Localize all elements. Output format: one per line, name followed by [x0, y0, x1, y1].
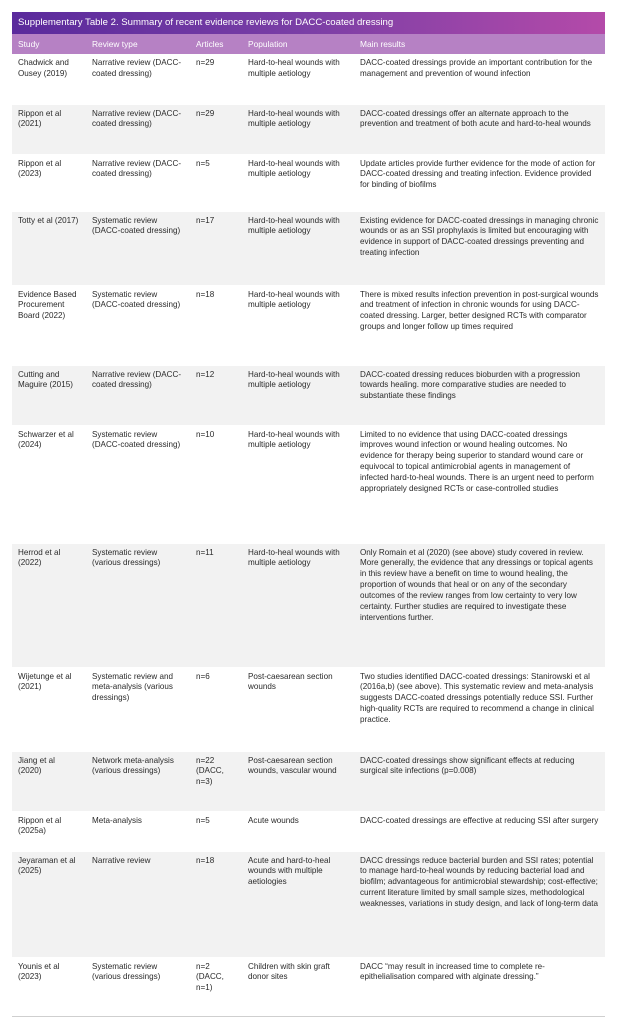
table-row: [12, 54, 605, 104]
table-row: [12, 285, 605, 365]
cell-articles: n=10: [190, 425, 242, 543]
cell-population: Hard-to-heal wounds with multiple aetiology: [242, 54, 354, 104]
cell-main-results: DACC-coated dressing reduces bioburden with a progression towards healing. more comparative studies are needed to substantiate these findings: [354, 365, 605, 425]
cell-articles: n=17: [190, 211, 242, 285]
cell-main-results: DACC-coated dressings provide an important contribution for the management and prevention of wound infection: [354, 54, 605, 104]
cell-population: Hard-to-heal wounds with multiple aetiology: [242, 211, 354, 285]
table-row: [12, 154, 605, 211]
cell-study: Younis et al (2023): [12, 957, 86, 1015]
cell-main-results: Update articles provide further evidence for the mode of action for DACC-coated dressing and treating infection. Evidence provided for binding of biofilms: [354, 154, 605, 211]
table-bottom-rule: [12, 1016, 605, 1017]
table-row: [12, 365, 605, 425]
table-body: [12, 54, 605, 1015]
table-row: [12, 957, 605, 1015]
cell-population: Post-caesarean section wounds: [242, 667, 354, 751]
cell-articles: n=12: [190, 365, 242, 425]
cell-review-type: Narrative review (DACC-coated dressing): [86, 104, 190, 154]
cell-articles: n=18: [190, 285, 242, 365]
header-population: Population: [242, 34, 354, 54]
table-row: [12, 104, 605, 154]
cell-main-results: DACC dressings reduce bacterial burden and SSI rates; potential to manage hard-to-heal wounds by reducing bacterial load and biofilm; advantageous for antimicrobial stewardship; cost-effective; current literature limited by small sample sizes, methodological weaknesses, variations in study design, and lack of long-term data: [354, 851, 605, 957]
table-row: [12, 425, 605, 543]
cell-study: Rippon et al (2025a): [12, 811, 86, 851]
table-title: Supplementary Table 2. Summary of recent evidence reviews for DACC-coated dressing: [12, 12, 605, 34]
cell-study: Jeyaraman et al (2025): [12, 851, 86, 957]
cell-main-results: DACC-coated dressings are effective at reducing SSI after surgery: [354, 811, 605, 851]
cell-main-results: There is mixed results infection prevention in post-surgical wounds and treatment of infection in chronic wounds for using DACC-coated dressing. Larger, better designed RCTs with comparator groups and longer follow up times required: [354, 285, 605, 365]
cell-articles: n=29: [190, 54, 242, 104]
table-container: [12, 12, 605, 1017]
cell-study: Rippon et al (2023): [12, 154, 86, 211]
table-header: [12, 34, 605, 54]
cell-review-type: Systematic review and meta-analysis (various dressings): [86, 667, 190, 751]
cell-articles: n=2 (DACC, n=1): [190, 957, 242, 1015]
header-articles: Articles: [190, 34, 242, 54]
cell-articles: n=29: [190, 104, 242, 154]
cell-study: Evidence Based Procurement Board (2022): [12, 285, 86, 365]
cell-study: Jiang et al (2020): [12, 751, 86, 811]
cell-main-results: Limited to no evidence that using DACC-coated dressings improves wound infection or wound healing outcomes. No evidence for therapy being superior to standard wound care or equivocal to topical antimicrobial agents in management of infected hard-to-heal wounds. There is an urgent need to perform appropriately designed RCTs or case-controlled studies: [354, 425, 605, 543]
cell-articles: n=6: [190, 667, 242, 751]
header-main-results: Main results: [354, 34, 605, 54]
header-row: [12, 34, 605, 54]
cell-review-type: Systematic review (various dressings): [86, 957, 190, 1015]
cell-population: Acute wounds: [242, 811, 354, 851]
cell-study: Chadwick and Ousey (2019): [12, 54, 86, 104]
cell-articles: n=5: [190, 811, 242, 851]
table-row: [12, 667, 605, 751]
cell-population: Hard-to-heal wounds with multiple aetiology: [242, 425, 354, 543]
cell-population: Hard-to-heal wounds with multiple aetiology: [242, 154, 354, 211]
cell-articles: n=5: [190, 154, 242, 211]
cell-articles: n=22 (DACC, n=3): [190, 751, 242, 811]
evidence-table: [12, 34, 605, 1016]
cell-main-results: Two studies identified DACC-coated dressings: Stanirowski et al (2016a,b) (see above). This systematic review and meta-analysis suggests DACC-coated dressings potentially reduce SSI. Further high-quality RCTs are required to recommend a change in clinical practice.: [354, 667, 605, 751]
cell-review-type: Systematic review (DACC-coated dressing): [86, 211, 190, 285]
cell-review-type: Meta-analysis: [86, 811, 190, 851]
cell-population: Post-caesarean section wounds, vascular wound: [242, 751, 354, 811]
cell-population: Hard-to-heal wounds with multiple aetiology: [242, 543, 354, 667]
cell-study: Totty et al (2017): [12, 211, 86, 285]
cell-review-type: Systematic review (DACC-coated dressing): [86, 425, 190, 543]
cell-study: Wijetunge et al (2021): [12, 667, 86, 751]
cell-main-results: DACC-coated dressings offer an alternate approach to the prevention and treatment of both acute and hard-to-heal wounds: [354, 104, 605, 154]
table-row: [12, 751, 605, 811]
cell-articles: n=18: [190, 851, 242, 957]
cell-study: Rippon et al (2021): [12, 104, 86, 154]
cell-main-results: DACC “may result in increased time to complete re-epithelialisation compared with alginate dressing.”: [354, 957, 605, 1015]
cell-review-type: Narrative review (DACC-coated dressing): [86, 365, 190, 425]
cell-main-results: DACC-coated dressings show significant effects at reducing surgical site infections (p=0.008): [354, 751, 605, 811]
table-row: [12, 851, 605, 957]
table-row: [12, 811, 605, 851]
header-study: Study: [12, 34, 86, 54]
cell-review-type: Narrative review (DACC-coated dressing): [86, 54, 190, 104]
cell-review-type: Network meta-analysis (various dressings): [86, 751, 190, 811]
cell-population: Hard-to-heal wounds with multiple aetiology: [242, 365, 354, 425]
cell-population: Children with skin graft donor sites: [242, 957, 354, 1015]
header-review-type: Review type: [86, 34, 190, 54]
cell-study: Herrod et al (2022): [12, 543, 86, 667]
cell-review-type: Narrative review: [86, 851, 190, 957]
cell-review-type: Systematic review (DACC-coated dressing): [86, 285, 190, 365]
cell-main-results: Only Romain et al (2020) (see above) study covered in review. More generally, the evidence that any dressings or topical agents in this review have a benefit on time to wound healing, the proportion of wounds that heal or on any of the secondary outcomes of the review ranges from low certainty to very low certainty. Further studies are required to investigate these interventions further.: [354, 543, 605, 667]
cell-population: Acute and hard-to-heal wounds with multiple aetiologies: [242, 851, 354, 957]
table-row: [12, 211, 605, 285]
cell-review-type: Systematic review (various dressings): [86, 543, 190, 667]
cell-study: Schwarzer et al (2024): [12, 425, 86, 543]
cell-population: Hard-to-heal wounds with multiple aetiology: [242, 104, 354, 154]
cell-population: Hard-to-heal wounds with multiple aetiology: [242, 285, 354, 365]
cell-articles: n=11: [190, 543, 242, 667]
table-row: [12, 543, 605, 667]
cell-study: Cutting and Maguire (2015): [12, 365, 86, 425]
cell-main-results: Existing evidence for DACC-coated dressings in managing chronic wounds or as an SSI prophylaxis is limited but encouraging with evidence in support of DACC-coated dressings preventing and treating infection: [354, 211, 605, 285]
cell-review-type: Narrative review (DACC-coated dressing): [86, 154, 190, 211]
